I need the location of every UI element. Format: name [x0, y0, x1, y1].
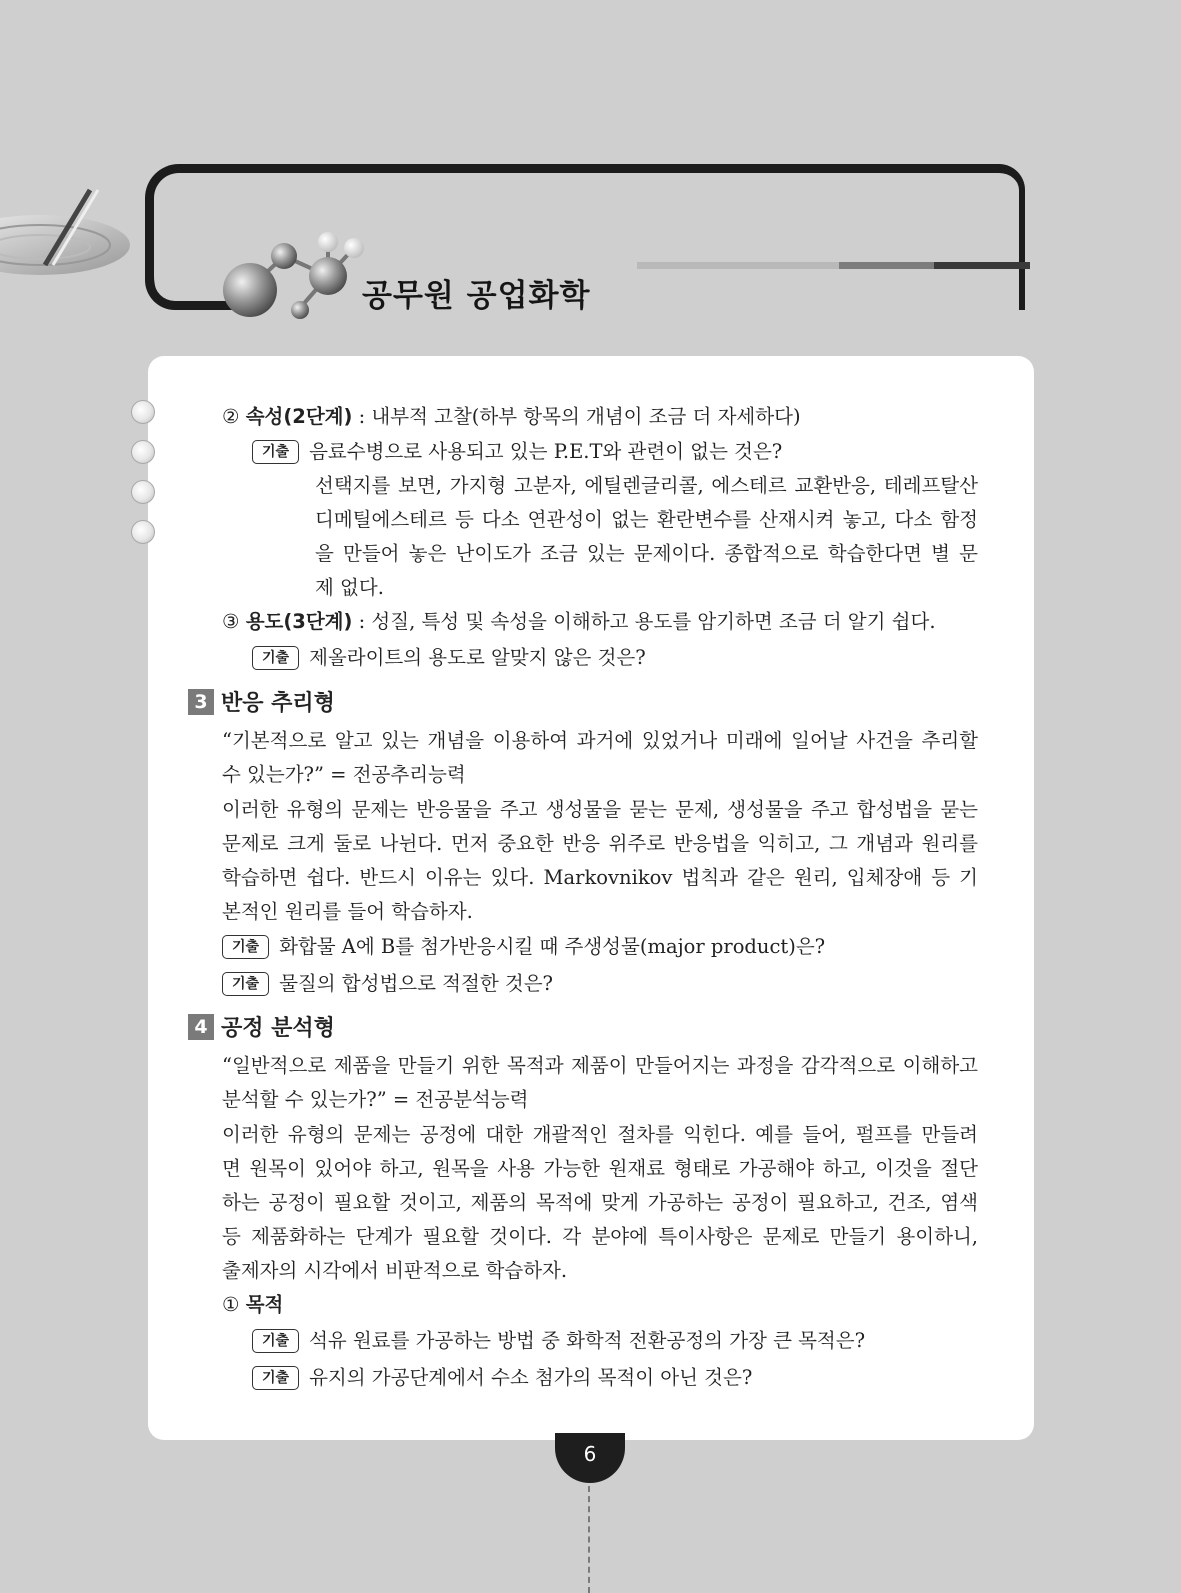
paragraph-line: 본적인 원리를 들어 학습하자. [222, 900, 473, 923]
item-marker: ③ [222, 610, 240, 633]
paragraph-line: 이러한 유형의 문제는 공정에 대한 개괄적인 절차를 익힌다. 예를 들어, 펄프를 만들려 [222, 1123, 978, 1146]
exam-badge: 기출 [252, 440, 299, 464]
binder-ring [131, 440, 155, 464]
paragraph-line: 이러한 유형의 문제는 반응물을 주고 생성물을 묻는 문제, 생성물을 주고 합성법을 묻는 [222, 798, 978, 821]
paragraph-line: 면 원목이 있어야 하고, 원목을 사용 가능한 원재료 형태로 가공해야 하고, 이것을 절단 [222, 1157, 978, 1180]
item-usage [222, 605, 936, 639]
item-label: 용도(3단계) [245, 610, 353, 633]
header-stripe [637, 262, 839, 269]
question-text: 물질의 합성법으로 적절한 것은? [279, 972, 553, 995]
commentary-line: 을 만들어 놓은 난이도가 조금 있는 문제이다. 종합적으로 학습한다면 별 문 [315, 542, 978, 565]
exam-badge: 기출 [222, 935, 269, 959]
section-number: 4 [188, 1014, 214, 1040]
sub-item [222, 1288, 283, 1322]
exam-question [252, 641, 646, 675]
paragraph-line: 하는 공정이 필요할 것이고, 제품의 목적에 맞게 가공하는 공정이 필요하고, 건조, 염색 [222, 1191, 978, 1214]
commentary-line: 선택지를 보면, 가지형 고분자, 에틸렌글리콜, 에스테르 교환반응, 테레프탈산 [315, 474, 978, 497]
molecule-icon [222, 228, 372, 328]
exam-badge: 기출 [252, 1366, 299, 1390]
binder-ring [131, 400, 155, 424]
test-tube-illustration [0, 175, 150, 285]
exam-question [252, 435, 782, 469]
item-marker: ① [222, 1293, 240, 1316]
item-text: : 성질, 특성 및 속성을 이해하고 용도를 암기하면 조금 더 알기 쉽다. [352, 610, 936, 633]
item-marker: ② [222, 405, 240, 428]
section-heading [188, 687, 335, 721]
exam-badge: 기출 [222, 972, 269, 996]
section-title: 반응 추리형 [221, 691, 335, 716]
page-title: 공무원 공업화학 [362, 278, 591, 314]
quote-line: 분석할 수 있는가?” = 전공분석능력 [222, 1088, 529, 1111]
footer-divider [588, 1486, 590, 1593]
binder-rings [131, 400, 155, 560]
section-number: 3 [188, 689, 214, 715]
exam-question [222, 930, 825, 964]
question-text: 유지의 가공단계에서 수소 첨가의 목적이 아닌 것은? [309, 1366, 753, 1389]
exam-badge: 기출 [252, 1329, 299, 1353]
paragraph-line: 출제자의 시각에서 비판적으로 학습하자. [222, 1259, 568, 1282]
paragraph-line: 등 제품화하는 단계가 필요할 것이다. 각 분야에 특이사항은 문제로 만들기 용이하니, [222, 1225, 978, 1248]
quote-line: “일반적으로 제품을 만들기 위한 목적과 제품이 만들어지는 과정을 감각적으로 이해하고 [222, 1054, 978, 1077]
exam-question [252, 1361, 752, 1395]
section-title: 공정 분석형 [221, 1016, 335, 1041]
item-text: : 내부적 고찰(하부 항목의 개념이 조금 더 자세하다) [352, 405, 801, 428]
section-heading [188, 1012, 335, 1046]
paragraph-line: 문제로 크게 둘로 나뉜다. 먼저 중요한 반응 위주로 반응법을 익히고, 그 개념과 원리를 [222, 832, 978, 855]
item-label: 속성(2단계) [245, 405, 353, 428]
question-text: 음료수병으로 사용되고 있는 P.E.T와 관련이 없는 것은? [309, 440, 783, 463]
question-text: 제올라이트의 용도로 알맞지 않은 것은? [309, 646, 646, 669]
header-stripe [934, 262, 1030, 269]
quote-line: “기본적으로 알고 있는 개념을 이용하여 과거에 있었거나 미래에 일어날 사건을 추리할 [222, 729, 978, 752]
header-stripe [839, 262, 934, 269]
paragraph-line: 학습하면 쉽다. 반드시 이유는 있다. Markovnikov 법칙과 같은 원리, 입체장애 등 기 [222, 866, 978, 889]
page-number: 6 [555, 1433, 625, 1483]
question-text: 화합물 A에 B를 첨가반응시킬 때 주생성물(major product)은? [279, 935, 826, 958]
quote-line: 수 있는가?” = 전공추리능력 [222, 763, 466, 786]
binder-ring [131, 480, 155, 504]
question-text: 석유 원료를 가공하는 방법 중 화학적 전환공정의 가장 큰 목적은? [309, 1329, 866, 1352]
exam-question [252, 1324, 865, 1358]
commentary-line: 제 없다. [315, 576, 384, 599]
commentary-line: 디메틸에스테르 등 다소 연관성이 없는 환란변수를 산재시켜 놓고, 다소 함정 [315, 508, 978, 531]
exam-badge: 기출 [252, 646, 299, 670]
item-attribute [222, 400, 801, 434]
item-label: 목적 [245, 1293, 284, 1316]
exam-question [222, 967, 553, 1001]
binder-ring [131, 520, 155, 544]
